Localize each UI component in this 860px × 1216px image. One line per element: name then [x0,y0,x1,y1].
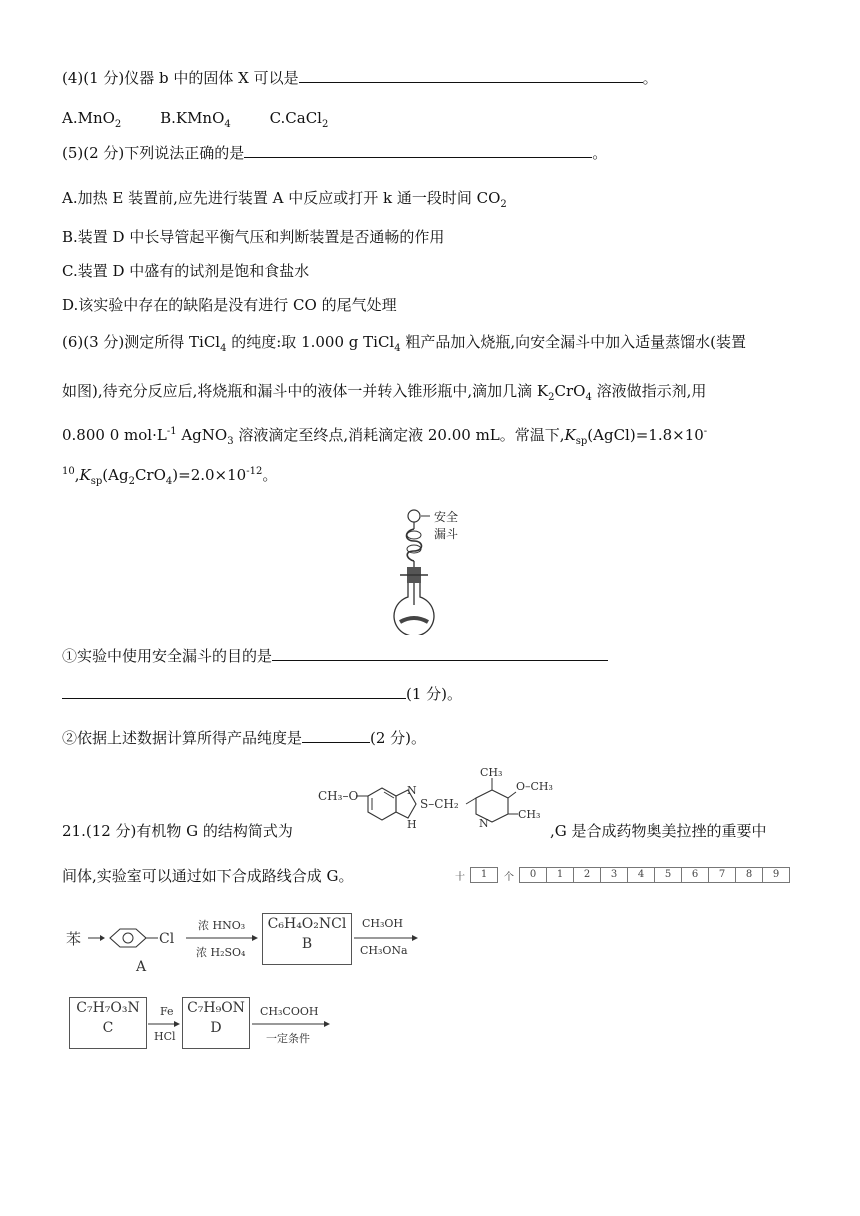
q21-stem-line1: 21.(12 分)有机物 G 的结构简式为 [62,822,293,840]
q5-option-b[interactable]: B.装置 D 中长导管起平衡气压和判断装置是否通畅的作用 [62,228,445,246]
route-a-benzene-chloro [86,915,196,975]
svg-text:CH₃: CH₃ [480,766,503,779]
q4-option-a[interactable]: A.MnO$_2$ [62,109,122,130]
q21-stem-line1-tail: ,G 是合成药物奥美拉挫的重要中 [550,822,767,840]
arrow-3 [148,1020,182,1028]
svg-text:N: N [479,817,489,830]
digit-9[interactable]: 9 [762,867,790,883]
q6-sub2-blank[interactable] [302,728,370,743]
digit-7[interactable]: 7 [708,867,736,883]
q21-stem-line2: 间体,实验室可以通过如下合成路线合成 G。 [62,867,354,885]
svg-text:A: A [136,959,147,975]
digit-0[interactable]: 0 [519,867,547,883]
reagent-2-top: CH₃OH [362,917,404,930]
q6-line-4: $^{10},K_{sp}(Ag_2CrO_4)=2.0\times 10^{-12}$。 [62,466,278,487]
q6-sub1-blank-1[interactable] [272,646,608,661]
svg-text:Cl: Cl [159,931,175,947]
reagent-4-top: CH₃COOH [260,1005,319,1018]
q4-stem-line [62,68,658,88]
svg-text:H: H [407,818,417,831]
svg-text:CH₃: CH₃ [518,808,541,821]
digit-4[interactable]: 4 [627,867,655,883]
q6-sub2-line: ②依据上述数据计算所得产品纯度是 (2 分)。 [62,729,427,747]
svg-text:O–CH₃: O–CH₃ [516,780,553,793]
reagent-3-top: Fe [160,1005,174,1018]
q4-stem: (4)(1 分)仪器 b 中的固体 X 可以是 [62,69,299,87]
reagent-3-bottom: HCl [154,1030,176,1043]
arrow-4 [252,1020,332,1028]
q5-end: 。 [592,144,608,162]
q6-sub1-line2: (1 分)。 [62,684,462,704]
svg-text:CH₃–O: CH₃–O [318,789,359,803]
reagent-1-bottom: 浓 H₂SO₄ [196,946,246,959]
q6-line-3: 0.800 0 $mol\cdot L^{-1}$ AgNO$_3$ 溶液滴定至终点,消耗滴定液 20.00 mL。常温下$,K_{sp}(AgCl)=1.8\times 10^-$ [62,426,708,447]
compound-c-box: C₇H₇O₃N C [69,997,147,1049]
safety-funnel-apparatus-figure [390,505,480,635]
compound-b-box: C₆H₄O₂NCl B [262,913,352,965]
q6-line-2: 如图),待充分反应后,将烧瓶和漏斗中的液体一并转入锥形瓶中,滴加几滴 $K_2CrO_4$ 溶液做指示剂,用 [62,382,707,403]
digit-5[interactable]: 5 [654,867,682,883]
funnel-label-line1: 安全 [434,510,459,524]
arrow-2 [354,934,420,942]
funnel-label-line2: 漏斗 [434,527,459,541]
q6-sub1-line1: ①实验中使用安全漏斗的目的是 [62,646,608,666]
q5-option-d[interactable]: D.该实验中存在的缺陷是没有进行 CO 的尾气处理 [62,296,397,314]
q6-sub1-blank-2[interactable] [62,684,406,699]
route-start-benzene: 苯 [66,930,82,948]
q5-option-a[interactable]: A.加热 E 装置前,应先进行装置 A 中反应或打开 k 通一段时间 $CO_2$ [62,189,507,210]
svg-text:N: N [407,784,417,797]
q5-answer-blank[interactable] [244,143,592,158]
svg-text:S–CH₂: S–CH₂ [420,797,459,811]
compound-d-box: C₇H₉ON D [182,997,250,1049]
digit-2[interactable]: 2 [573,867,601,883]
digit-1[interactable]: 1 [546,867,574,883]
digit-8[interactable]: 8 [735,867,763,883]
q5-option-c[interactable]: C.装置 D 中盛有的试剂是饱和食盐水 [62,262,310,280]
q5-stem: (5)(2 分)下列说法正确的是 [62,144,245,162]
digit-3[interactable]: 3 [600,867,628,883]
q4-option-b[interactable]: B.KMnO$_4$ [160,109,231,130]
q4-end: 。 [642,69,658,87]
tens-digit-cell[interactable]: 1 [470,867,498,883]
q4-options [62,108,362,128]
reagent-2-bottom: CH₃ONa [360,944,408,957]
q5-stem-line [62,143,607,163]
q6-line-1: (6)(3 分)测定所得 TiCl$_4$ 的纯度:取 1.000 g TiCl$_4$ 粗产品加入烧瓶,向安全漏斗中加入适量蒸馏水(装置 [62,333,746,354]
compound-g-structure [314,764,554,846]
q4-option-c[interactable]: C.CaCl$_2$ [269,109,329,130]
reagent-1-top: 浓 HNO₃ [198,919,246,932]
digit-6[interactable]: 6 [681,867,709,883]
score-digit-bar: 十 1 个 0 1 2 3 4 5 6 7 8 9 [455,866,790,884]
reagent-4-bottom: 一定条件 [266,1032,310,1045]
q4-answer-blank[interactable] [299,68,643,83]
arrow-1 [186,934,260,942]
